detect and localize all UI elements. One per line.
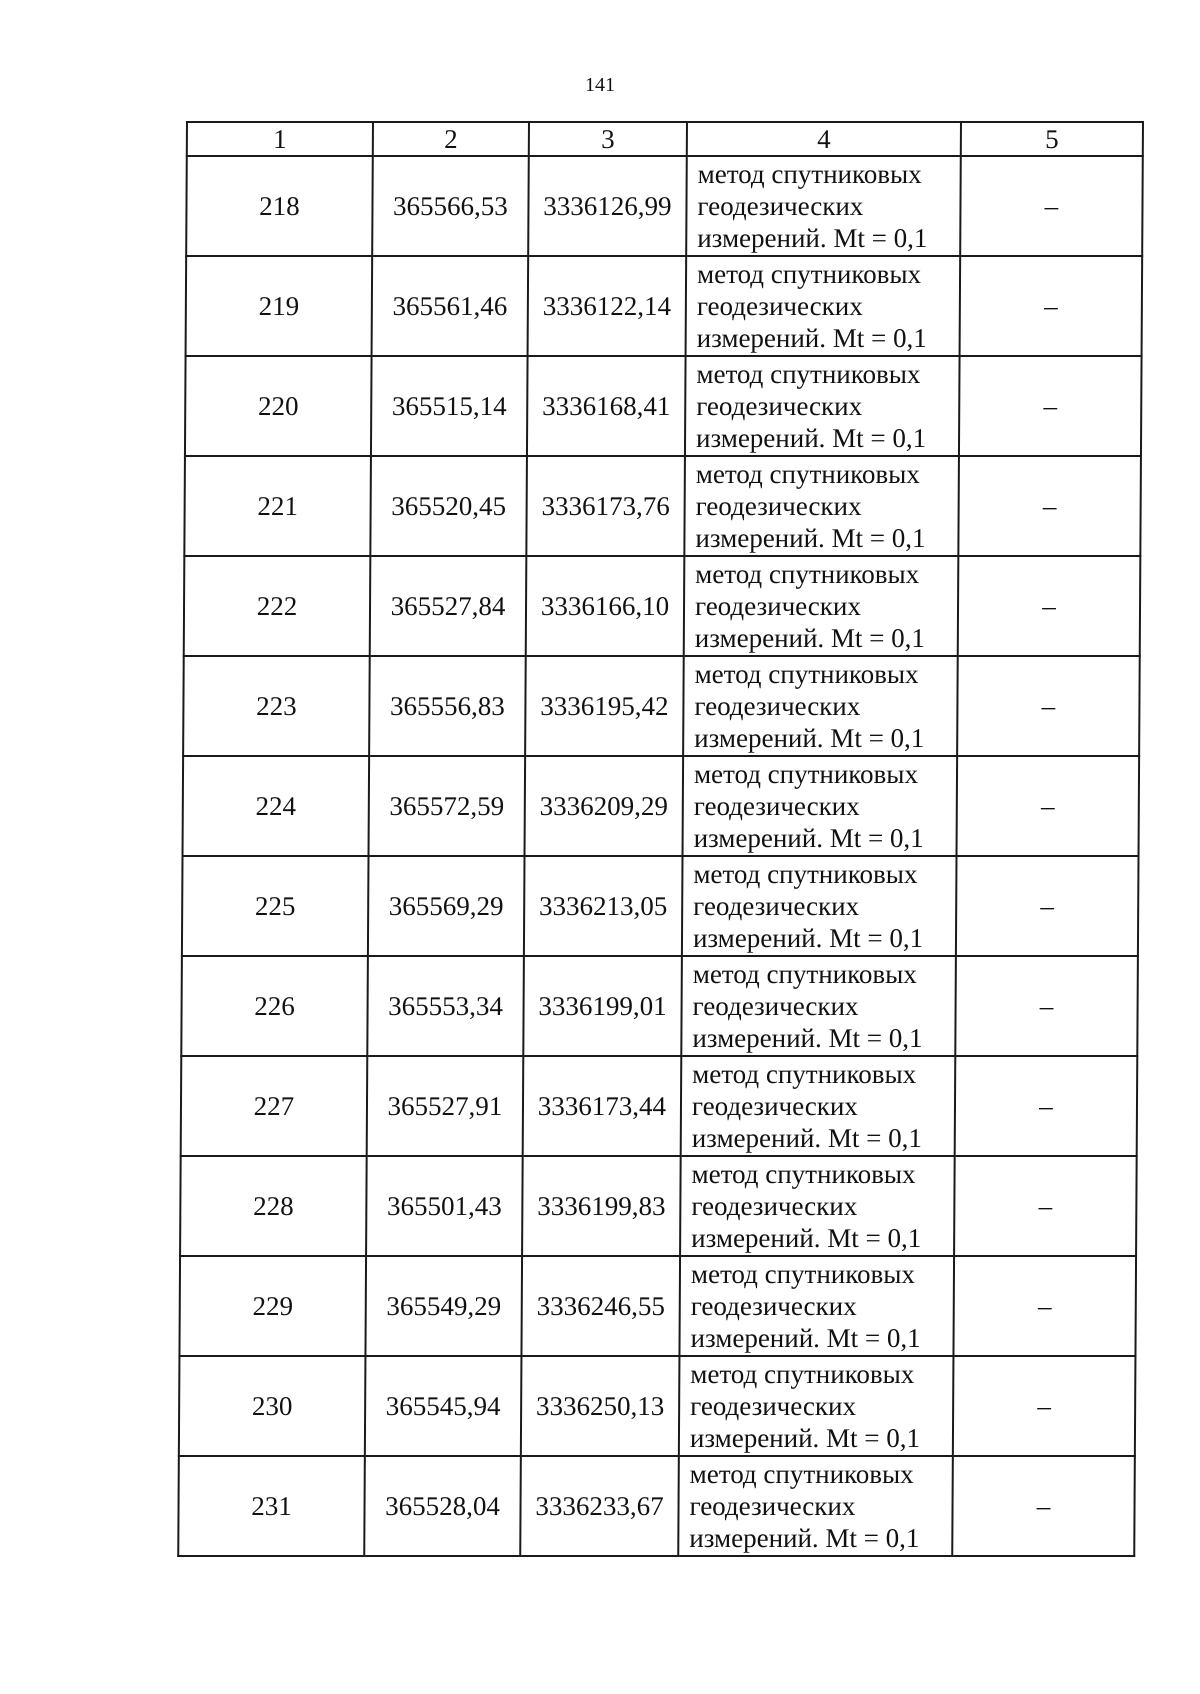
method-cell — [679, 1256, 954, 1356]
column-5-cell: – — [956, 856, 1139, 956]
header-row — [187, 122, 1143, 156]
point-number-cell: 225 — [182, 856, 369, 956]
x-coordinate-cell: 365566,53 — [372, 156, 529, 256]
method-line-2: геодезических — [693, 891, 860, 921]
y-coordinate-cell: 3336250,13 — [521, 1356, 680, 1456]
x-coordinate-cell: 365549,29 — [365, 1256, 522, 1356]
point-number-cell: 229 — [179, 1256, 366, 1356]
y-coordinate-cell: 3336209,29 — [525, 756, 684, 856]
method-line-2: геодезических — [693, 791, 860, 821]
method-cell — [680, 1156, 955, 1256]
method-cell — [686, 156, 961, 256]
method-line-1: метод спутниковых — [693, 759, 919, 789]
column-5-cell: – — [952, 1456, 1135, 1556]
x-coordinate-cell: 365572,59 — [369, 756, 526, 856]
method-line-2: геодезических — [691, 1091, 858, 1121]
method-line-2: геодезических — [695, 491, 862, 521]
method-line-1: метод спутниковых — [697, 159, 922, 189]
method-line-3: измерений. Mt = 0,1 — [693, 823, 924, 853]
x-coordinate-cell: 365545,94 — [365, 1356, 522, 1456]
coordinates-table — [177, 121, 1144, 1557]
method-cell — [678, 1456, 953, 1556]
column-5-cell: – — [957, 756, 1140, 856]
method-line-1: метод спутниковых — [690, 1359, 915, 1389]
method-line-3: измерений. Mt = 0,1 — [694, 623, 926, 653]
method-cell — [684, 556, 959, 656]
table-row — [179, 1356, 1136, 1456]
method-line-1: метод спутниковых — [694, 659, 919, 689]
point-number-cell: 228 — [180, 1156, 367, 1256]
point-number-cell: 224 — [183, 756, 370, 856]
method-line-3: измерений. Mt = 0,1 — [696, 323, 927, 353]
table-row — [182, 856, 1139, 956]
method-cell — [681, 1056, 956, 1156]
method-line-2: геодезических — [691, 1191, 858, 1221]
column-header-3: 3 — [529, 122, 687, 156]
method-line-2: геодезических — [697, 191, 864, 221]
method-cell — [684, 456, 959, 556]
method-line-3: измерений. Mt = 0,1 — [695, 523, 926, 553]
x-coordinate-cell: 365501,43 — [366, 1156, 523, 1256]
method-line-2: геодезических — [689, 1491, 856, 1521]
y-coordinate-cell: 3336195,42 — [525, 656, 684, 756]
x-coordinate-cell: 365527,91 — [367, 1056, 524, 1156]
y-coordinate-cell: 3336122,14 — [528, 256, 687, 356]
point-number-cell: 230 — [179, 1356, 366, 1456]
table-row — [184, 456, 1141, 556]
method-line-3: измерений. Mt = 0,1 — [694, 723, 925, 753]
x-coordinate-cell: 365515,14 — [371, 356, 528, 456]
method-line-1: метод спутниковых — [696, 359, 921, 389]
table-row — [183, 756, 1140, 856]
x-coordinate-cell: 365561,46 — [372, 256, 529, 356]
y-coordinate-cell: 3336173,76 — [526, 456, 685, 556]
table-row — [184, 556, 1141, 656]
method-line-2: геодезических — [694, 591, 862, 621]
table-row — [185, 356, 1142, 456]
column-5-cell: – — [953, 1256, 1136, 1356]
x-coordinate-cell: 365528,04 — [364, 1456, 521, 1556]
point-number-cell: 221 — [184, 456, 371, 556]
method-line-3: измерений. Mt = 0,1 — [695, 423, 927, 453]
method-line-3: измерений. Mt = 0,1 — [697, 223, 928, 253]
column-header-1: 1 — [187, 122, 373, 156]
y-coordinate-cell: 3336199,83 — [522, 1156, 681, 1256]
y-coordinate-cell: 3336213,05 — [524, 856, 683, 956]
point-number-cell: 220 — [185, 356, 372, 456]
x-coordinate-cell: 365569,29 — [368, 856, 525, 956]
table-body — [178, 156, 1143, 1556]
y-coordinate-cell: 3336246,55 — [521, 1256, 680, 1356]
method-cell — [683, 756, 958, 856]
x-coordinate-cell: 365527,84 — [370, 556, 527, 656]
column-5-cell: – — [958, 456, 1141, 556]
point-number-cell: 227 — [181, 1056, 368, 1156]
method-line-1: метод спутниковых — [692, 959, 917, 989]
y-coordinate-cell: 3336168,41 — [527, 356, 686, 456]
method-line-3: измерений. Mt = 0,1 — [689, 1523, 920, 1553]
method-line-3: измерений. Mt = 0,1 — [692, 923, 924, 953]
method-line-1: метод спутниковых — [696, 259, 922, 289]
table-row — [186, 256, 1143, 356]
column-5-cell: – — [953, 1356, 1136, 1456]
point-number-cell: 226 — [181, 956, 368, 1056]
y-coordinate-cell: 3336126,99 — [528, 156, 687, 256]
table-row — [180, 1156, 1137, 1256]
method-line-3: измерений. Mt = 0,1 — [691, 1223, 922, 1253]
point-number-cell: 223 — [183, 656, 370, 756]
method-cell — [682, 856, 957, 956]
point-number-cell: 219 — [186, 256, 373, 356]
column-5-cell: – — [957, 656, 1140, 756]
method-line-1: метод спутниковых — [695, 459, 920, 489]
method-line-1: метод спутниковых — [689, 1459, 914, 1489]
x-coordinate-cell: 365553,34 — [367, 956, 524, 1056]
point-number-cell: 218 — [186, 156, 373, 256]
table-row — [186, 156, 1143, 256]
column-5-cell: – — [955, 1056, 1138, 1156]
method-line-3: измерений. Mt = 0,1 — [690, 1323, 921, 1353]
method-line-3: измерений. Mt = 0,1 — [692, 1023, 923, 1053]
y-coordinate-cell: 3336233,67 — [520, 1456, 679, 1556]
x-coordinate-cell: 365520,45 — [370, 456, 527, 556]
column-header-2: 2 — [373, 122, 529, 156]
column-5-cell: – — [960, 256, 1143, 356]
method-line-2: геодезических — [690, 1391, 857, 1421]
table-row — [183, 656, 1140, 756]
column-header-5: 5 — [961, 122, 1143, 156]
column-5-cell: – — [958, 556, 1141, 656]
y-coordinate-cell: 3336199,01 — [523, 956, 682, 1056]
method-line-2: геодезических — [696, 391, 863, 421]
method-line-1: метод спутниковых — [695, 559, 920, 589]
method-line-2: геодезических — [690, 1291, 857, 1321]
method-line-2: геодезических — [692, 991, 859, 1021]
method-cell — [686, 256, 961, 356]
table-row — [181, 1056, 1138, 1156]
point-number-cell: 222 — [184, 556, 371, 656]
method-line-1: метод спутниковых — [692, 1059, 917, 1089]
column-5-cell: – — [960, 156, 1143, 256]
column-5-cell: – — [955, 956, 1138, 1056]
method-cell — [681, 956, 956, 1056]
method-line-1: метод спутниковых — [690, 1259, 916, 1289]
method-line-2: геодезических — [696, 291, 863, 321]
table-header — [187, 122, 1143, 156]
method-cell — [683, 656, 958, 756]
table-row — [179, 1256, 1136, 1356]
column-header-4: 4 — [687, 122, 961, 156]
table-row — [181, 956, 1138, 1056]
method-cell — [679, 1356, 954, 1456]
method-line-1: метод спутниковых — [691, 1159, 916, 1189]
page-number: 141 — [585, 74, 615, 96]
point-number-cell: 231 — [178, 1456, 365, 1556]
x-coordinate-cell: 365556,83 — [369, 656, 526, 756]
method-line-3: измерений. Mt = 0,1 — [689, 1423, 921, 1453]
table-row — [178, 1456, 1135, 1556]
y-coordinate-cell: 3336173,44 — [523, 1056, 682, 1156]
method-line-3: измерений. Mt = 0,1 — [691, 1123, 923, 1153]
column-5-cell: – — [954, 1156, 1137, 1256]
column-5-cell: – — [959, 356, 1142, 456]
method-line-1: метод спутниковых — [693, 859, 918, 889]
y-coordinate-cell: 3336166,10 — [526, 556, 685, 656]
method-line-2: геодезических — [694, 691, 861, 721]
method-cell — [685, 356, 960, 456]
